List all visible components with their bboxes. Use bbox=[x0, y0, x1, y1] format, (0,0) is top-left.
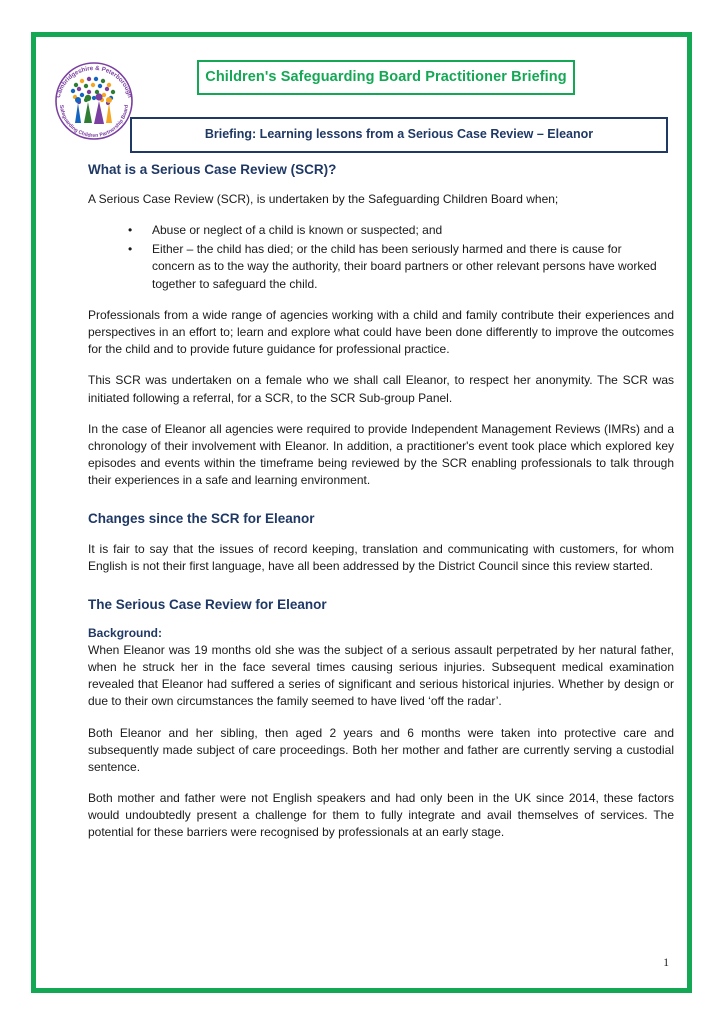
briefing-subject-box bbox=[130, 117, 668, 153]
heading-what-is-scr: What is a Serious Case Review (SCR)? bbox=[88, 162, 337, 177]
subheading-background: Background: bbox=[88, 626, 163, 640]
page-number: 1 bbox=[663, 957, 669, 969]
paragraph-parents-language: Both mother and father were not English speakers and had only been in the UK since 2014, these factors would undoubtedly present a challenge for them to fully integrate and avail themselves of services. The potential for these barriers were recognised by professionals at an early stage. bbox=[88, 791, 674, 840]
list-item-text: Either – the child has died; or the child has been seriously harmed and there is cause for concern as to the way the authority, their board partners or other relevant persons have worked together to safeguard the child. bbox=[152, 241, 657, 291]
safeguarding-partnership-logo-icon bbox=[48, 55, 140, 147]
heading-serious-case-review-eleanor: The Serious Case Review for Eleanor bbox=[88, 596, 327, 612]
practitioner-briefing-banner bbox=[197, 60, 575, 95]
paragraph-professionals: Professionals from a wide range of agencies working with a child and family contribute their experiences and perspectives in an effort to; learn and explore what could have been done differently to improve the outcomes for the child and to provide future guidance for professional practice. bbox=[88, 307, 674, 357]
heading-changes-since-scr: Changes since the SCR for Eleanor bbox=[88, 511, 315, 527]
list-item bbox=[126, 222, 664, 239]
list-item bbox=[126, 241, 664, 293]
briefing-subject-text: Briefing: Learning lessons from a Serious Case Review – Eleanor bbox=[130, 117, 668, 153]
document-body bbox=[36, 162, 687, 842]
bullet-dot-icon: • bbox=[128, 241, 133, 256]
paragraph-background: When Eleanor was 19 months old she was the subject of a serious assault perpetrated by her natural father, when he struck her in the face several times causing serious injuries. Subsequent medical examination revealed that Eleanor had suffered a series of significant and serious historical injuries. Whether by design or due to their own circumstances the family seemed to have lived ‘off the radar’. bbox=[88, 643, 674, 709]
svg-text:Cambridgeshire & Peterborough: Cambridgeshire & Peterborough bbox=[54, 64, 134, 99]
document-header bbox=[36, 37, 687, 162]
list-item-text: Abuse or neglect of a child is known or suspected; and bbox=[152, 223, 443, 238]
svg-text:Safeguarding Children Partners: Safeguarding Children Partnership Board bbox=[58, 104, 130, 140]
page-content bbox=[36, 37, 687, 988]
paragraph-changes: It is fair to say that the issues of record keeping, translation and communicating with customers, for whom English is not their first language, have all been addressed by the District Council since this review started. bbox=[88, 541, 674, 573]
scr-criteria-list bbox=[88, 222, 674, 293]
banner-title-text: Children's Safeguarding Board Practitioner Briefing bbox=[197, 60, 575, 95]
paragraph-scr-intro: A Serious Case Review (SCR), is undertaken by the Safeguarding Children Board when; bbox=[88, 192, 559, 207]
paragraph-this-scr: This SCR was undertaken on a female who we shall call Eleanor, to respect her anonymity. The SCR was initiated following a referral, for a SCR, to the SCR Sub-group Panel. bbox=[88, 373, 674, 405]
bullet-dot-icon: • bbox=[128, 223, 133, 238]
paragraph-case-of-eleanor: In the case of Eleanor all agencies were required to provide Independent Management Reviews (IMRs) and a chronology of their involvement with Eleanor. In addition, a practitioner's event took place which explored key episodes and events within the timeframe being reviewed by the SCR enabling professionals to talk through their experiences in a safe and learning environment. bbox=[88, 421, 674, 488]
paragraph-sibling-care: Both Eleanor and her sibling, then aged 2 years and 6 months were taken into protective care and subsequently made subject of care proceedings. Both her mother and father are currently serving a custodial sentence. bbox=[88, 725, 674, 774]
